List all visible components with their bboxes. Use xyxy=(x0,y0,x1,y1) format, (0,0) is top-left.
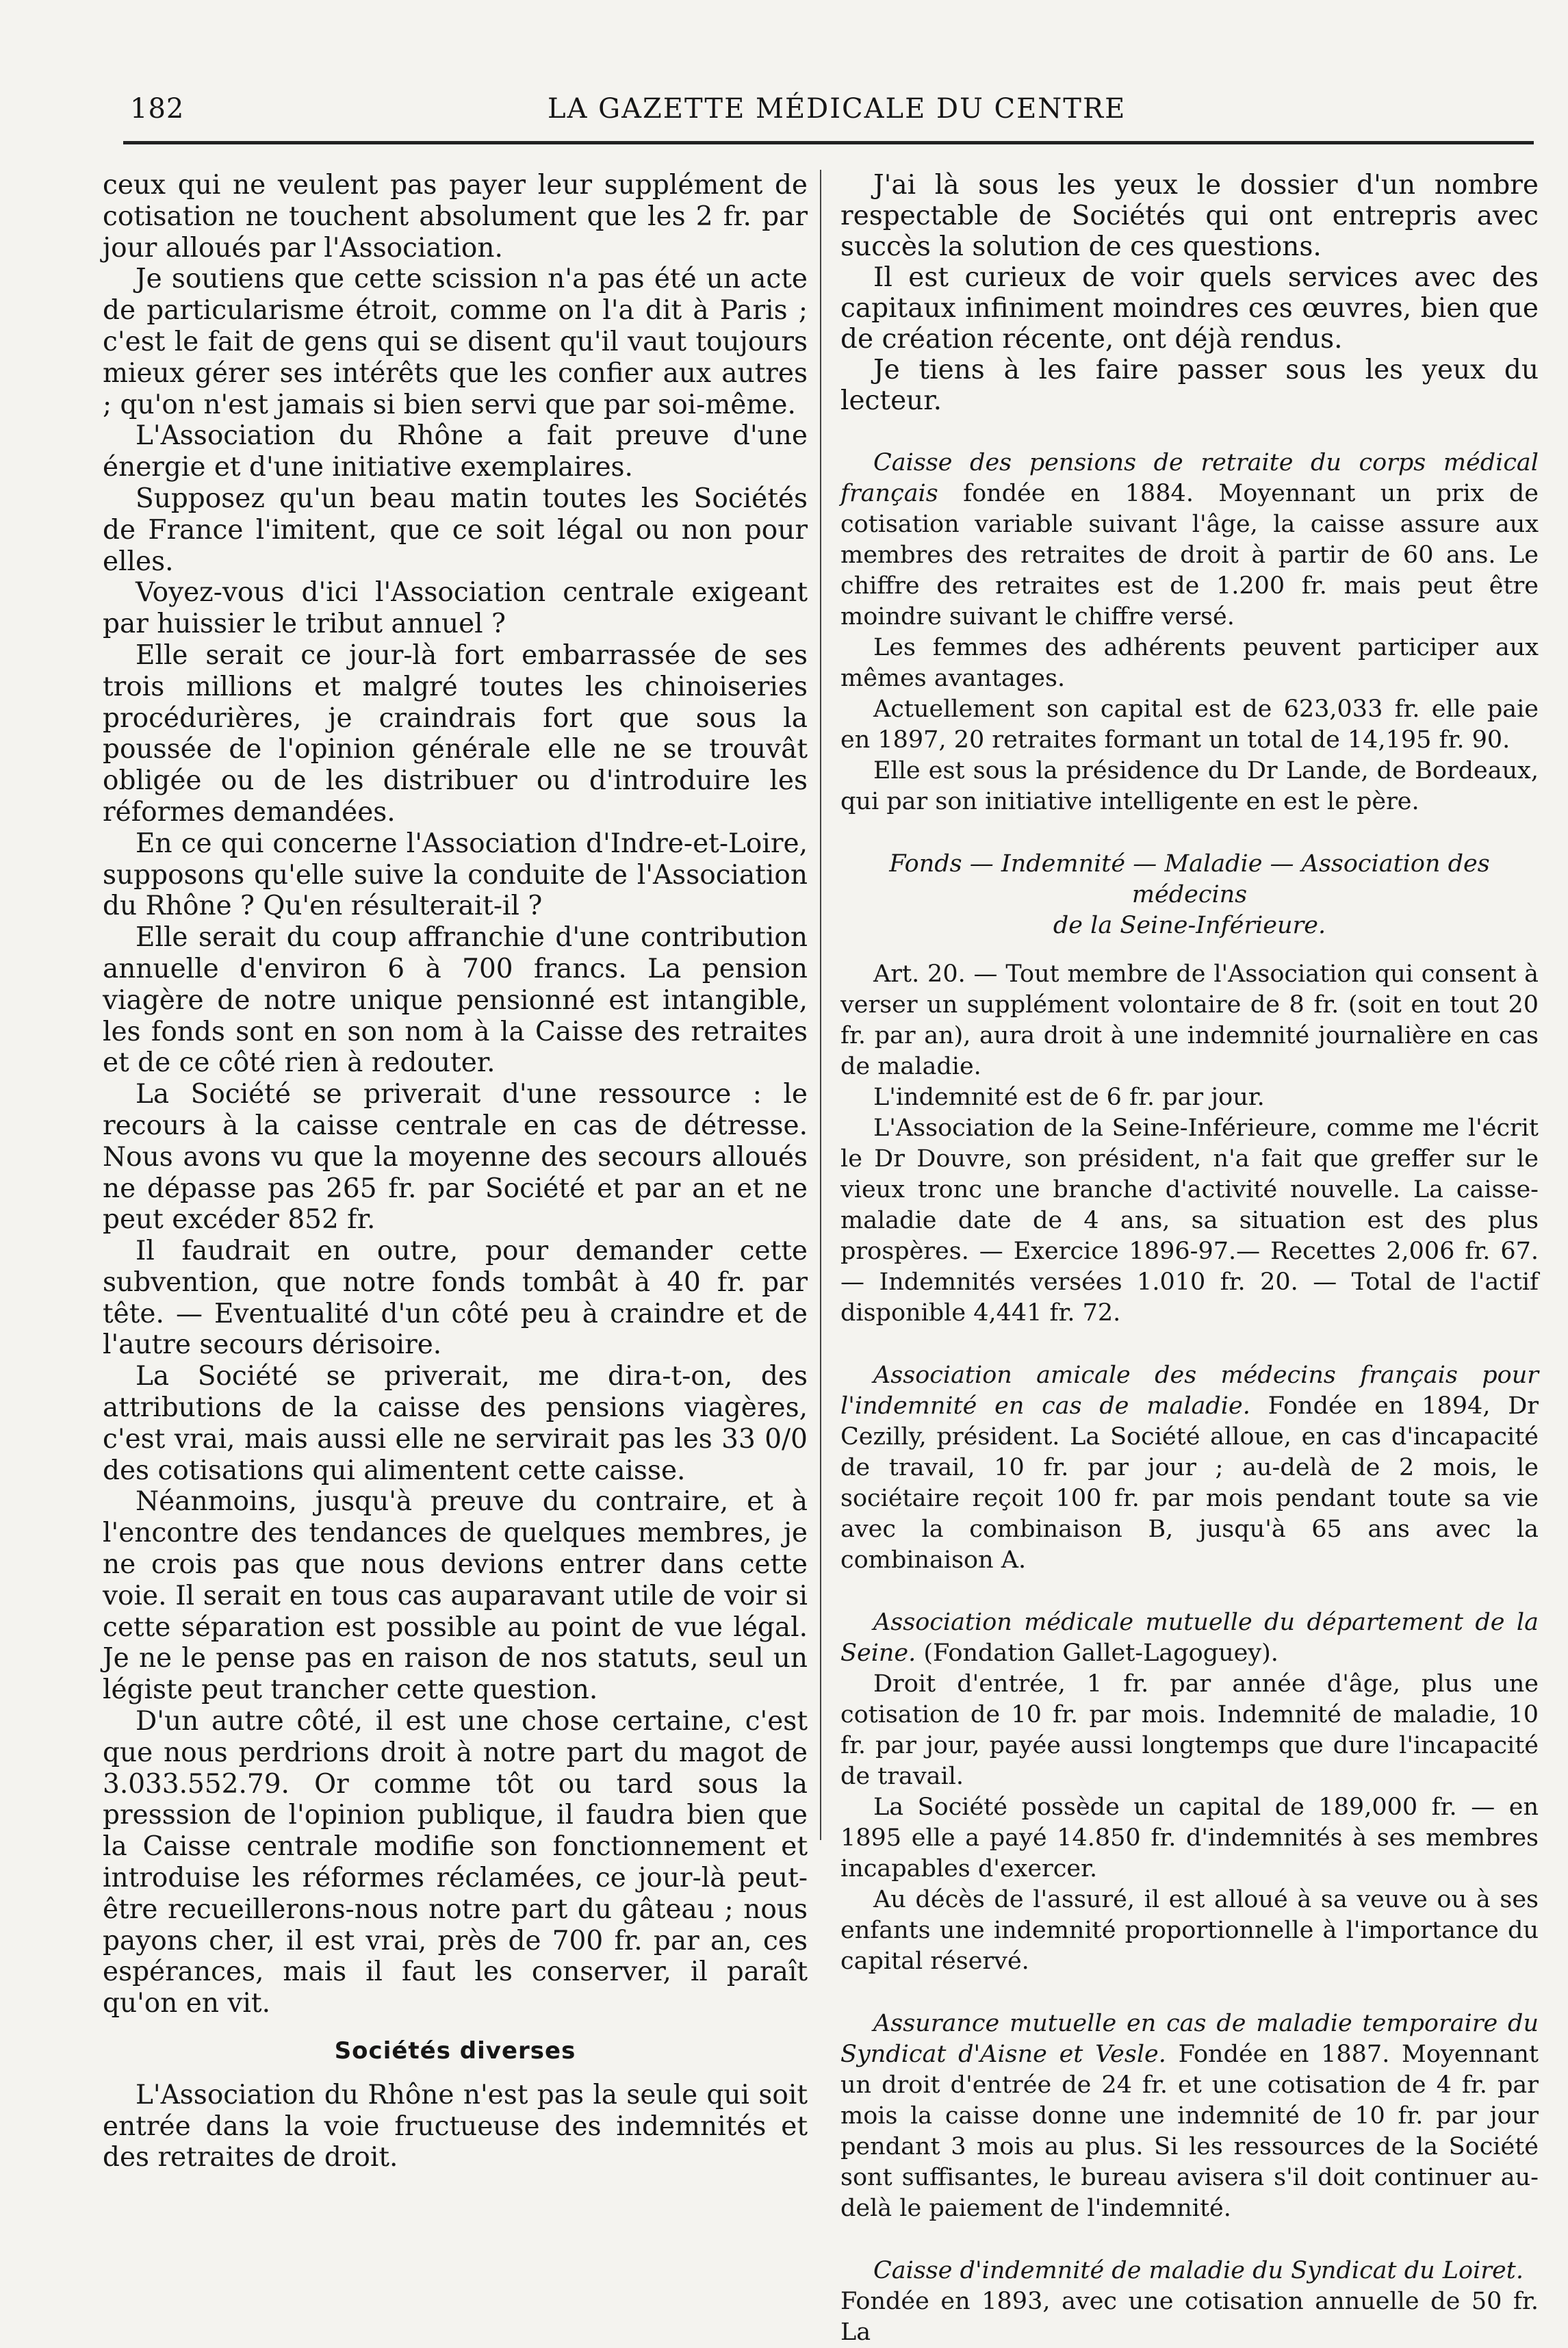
paragraph: Au décès de l'assuré, il est alloué à sa veuve ou à ses enfants une indemnité proportionnelle à l'importance du capital réservé. xyxy=(840,1886,1539,1975)
entry-title: Association médicale mutuelle du département de la Seine. xyxy=(840,1609,1539,1667)
paragraph: Droit d'entrée, 1 fr. par année d'âge, plus une cotisation de 10 fr. par mois. Indemnité de maladie, 10 fr. par jour, payée aussi longtemps que dure l'incapacité de travail. xyxy=(840,1670,1539,1790)
paragraph: Les femmes des adhérents peuvent participer aux mêmes avantages. xyxy=(840,634,1539,692)
paragraph: Voyez-vous d'ici l'Association centrale exigeant par huissier le tribut annuel ? xyxy=(103,577,808,640)
mutuelle-entry xyxy=(840,1607,1539,1669)
paragraph: Supposez qu'un beau matin toutes les Sociétés de France l'imitent, que ce soit légal ou non pour elles. xyxy=(103,483,808,577)
left-column xyxy=(103,170,808,2173)
header-rule xyxy=(123,141,1534,144)
paragraph: Fondée en 1893, avec une cotisation annuelle de 50 fr. La xyxy=(840,2288,1539,2346)
paragraph: Je soutiens que cette scission n'a pas été un acte de particularisme étroit, comme on l'a dit à Paris ; c'est le fait de gens qui se disent qu'il vaut toujours mieux gérer ses intérêts que les confier aux autres ; qu'on n'est jamais si bien servi que par soi-même. xyxy=(103,264,808,420)
paragraph: Elle serait du coup affranchie d'une contribution annuelle d'environ 6 à 700 francs. La pension viagère de notre unique pensionné est intangible, les fonds sont en son nom à la Caisse des retraites et de ce côté rien à redouter. xyxy=(103,922,808,1079)
entry-text: fondée en 1884. Moyennant un prix de cotisation variable suivant l'âge, la caisse assure aux membres des retraites de droit à partir de 60 ans. Le chiffre des retraites est de 1.200 fr. mais peut être moindre suivant le chiffre versé. xyxy=(840,480,1539,630)
amicale-entry xyxy=(840,1360,1539,1576)
paragraph: La Société se priverait, me dira-t-on, des attributions de la caisse des pensions viagères, c'est vrai, mais aussi elle ne servirait pas les 33 0/0 des cotisations qui alimentent cette caisse. xyxy=(103,1361,808,1486)
paragraph: Art. 20. — Tout membre de l'Association qui consent à verser un supplément volontaire de 8 fr. (soit en tout 20 fr. par an), aura droit à une indemnité journalière en cas de maladie. xyxy=(840,960,1539,1080)
paragraph: Il faudrait en outre, pour demander cette subvention, que notre fonds tombât à 40 fr. par tête. — Eventualité d'un côté peu à craindre et de l'autre secours dérisoire. xyxy=(103,1236,808,1361)
paragraph: ceux qui ne veulent pas payer leur supplément de cotisation ne touchent absolument que les 2 fr. par jour alloués par l'Association. xyxy=(103,170,808,264)
paragraph: L'Association de la Seine-Inférieure, comme me l'écrit le Dr Douvre, son président, n'a fait que greffer sur le vieux tronc une branche d'activité nouvelle. La caisse-maladie date de 4 ans, sa situation est des plus prospères. — Exercice 1896-97.— Recettes 2,006 fr. 67.— Indemnités versées 1.010 fr. 20. — Total de l'actif disponible 4,441 fr. 72. xyxy=(840,1114,1539,1327)
page-header xyxy=(130,93,1527,137)
paragraph: Actuellement son capital est de 623,033 fr. elle paie en 1897, 20 retraites formant un total de 14,195 fr. 90. xyxy=(840,696,1539,754)
right-column xyxy=(840,170,1539,2348)
paragraph: L'Association du Rhône a fait preuve d'une énergie et d'une initiative exemplaires. xyxy=(103,420,808,483)
paragraph: L'indemnité est de 6 fr. par jour. xyxy=(873,1084,1265,1111)
paragraph: Néanmoins, jusqu'à preuve du contraire, et à l'encontre des tendances de quelques membres, je ne crois pas que nous devions entrer dans cette voie. Il serait en tous cas auparavant utile de voir si cette séparation est possible au point de vue légal. Je ne le pense pas en raison de nos statuts, seul un légiste peut trancher cette question. xyxy=(103,1486,808,1706)
running-title: LA GAZETTE MÉDICALE DU CENTRE xyxy=(548,93,1127,125)
fonds-heading: Fonds — Indemnité — Maladie — Association des médecins xyxy=(889,850,1490,908)
paragraph: L'Association du Rhône n'est pas la seule qui soit entrée dans la voie fructueuse des indemnités et des retraites de droit. xyxy=(103,2079,808,2173)
paragraph: Il est curieux de voir quels services avec des capitaux infiniment moindres ces œuvres, bien que de création récente, ont déjà rendus. xyxy=(840,262,1539,355)
paragraph: La Société se priverait d'une ressource : le recours à la caisse centrale en cas de détresse. Nous avons vu que la moyenne des secours alloués ne dépasse pas 265 fr. par Société et par an et ne peut excéder 852 fr. xyxy=(103,1079,808,1236)
paragraph: Elle est sous la présidence du Dr Lande, de Bordeaux, qui par son initiative intelligente en est le père. xyxy=(840,757,1539,815)
entry-title: Caisse des pensions de retraite du corps médical français xyxy=(840,449,1539,507)
column-divider xyxy=(820,170,821,1840)
paragraph: En ce qui concerne l'Association d'Indre-et-Loire, supposons qu'elle suive la conduite de l'Association du Rhône ? Qu'en résulterait-il ? xyxy=(103,828,808,922)
paragraph: J'ai là sous les yeux le dossier d'un nombre respectable de Sociétés qui ont entrepris avec succès la solution de ces questions. xyxy=(840,170,1539,262)
entry-title: Assurance mutuelle en cas de maladie temporaire du Syndicat d'Aisne et Vesle. xyxy=(840,2010,1539,2068)
assurance-entry xyxy=(840,2008,1539,2224)
loiret-entry xyxy=(840,2256,1539,2286)
entry-title: Caisse d'indemnité de maladie du Syndicat du Loiret. xyxy=(873,2257,1524,2284)
paragraph: La Société possède un capital de 189,000 fr. — en 1895 elle a payé 14.850 fr. d'indemnités à ses membres incapables d'exercer. xyxy=(840,1794,1539,1883)
entry-text: (Fondation Gallet-Lagoguey). xyxy=(916,1639,1278,1667)
entry-text: Fondée en 1894, Dr Cezilly, président. La Société alloue, en cas d'incapacité de travail, 10 fr. par jour ; au-delà de 2 mois, le sociétaire reçoit 100 fr. par mois pendant toute sa vie avec la combinaison B, jusqu'à 65 ans avec la combinaison A. xyxy=(840,1392,1539,1574)
paragraph: D'un autre côté, il est une chose certaine, c'est que nous perdrions droit à notre part du magot de 3.033.552.79. Or comme tôt ou tard sous la presssion de l'opinion publique, il faudra bien que la Caisse centrale modifie son fonctionnement et introduise les réformes réclamées, ce jour-là peut-être recueillerons-nous notre part du gâteau ; nous payons cher, il est vrai, près de 700 fr. par an, ces espérances, mais il faut les conserver, il paraît qu'on en vit. xyxy=(103,1706,808,2019)
fonds-heading-2: de la Seine-Inférieure. xyxy=(1053,912,1326,939)
paragraph: Elle serait ce jour-là fort embarrassée de ses trois millions et malgré toutes les chinoiseries procédurières, je craindrais fort que sous la poussée de l'opinion générale elle ne se trouvât obligée ou de les distribuer ou d'introduire les réformes demandées. xyxy=(103,639,808,828)
page-number: 182 xyxy=(130,93,185,125)
section-title: Sociétés diverses xyxy=(334,2037,576,2065)
caisse-entry xyxy=(840,448,1539,633)
entry-title: Association amicale des médecins français pour l'indemnité en cas de maladie. xyxy=(840,1362,1539,1420)
entry-text: Fondée en 1887. Moyennant un droit d'entrée de 24 fr. et une cotisation de 4 fr. par mois la caisse donne une indemnité de 10 fr. par jour pendant 3 mois au plus. Si les ressources de la Société sont suffisantes, le bureau avisera s'il doit continuer au-delà le paiement de l'indemnité. xyxy=(840,2041,1539,2222)
paragraph: Je tiens à les faire passer sous les yeux du lecteur. xyxy=(840,355,1539,416)
